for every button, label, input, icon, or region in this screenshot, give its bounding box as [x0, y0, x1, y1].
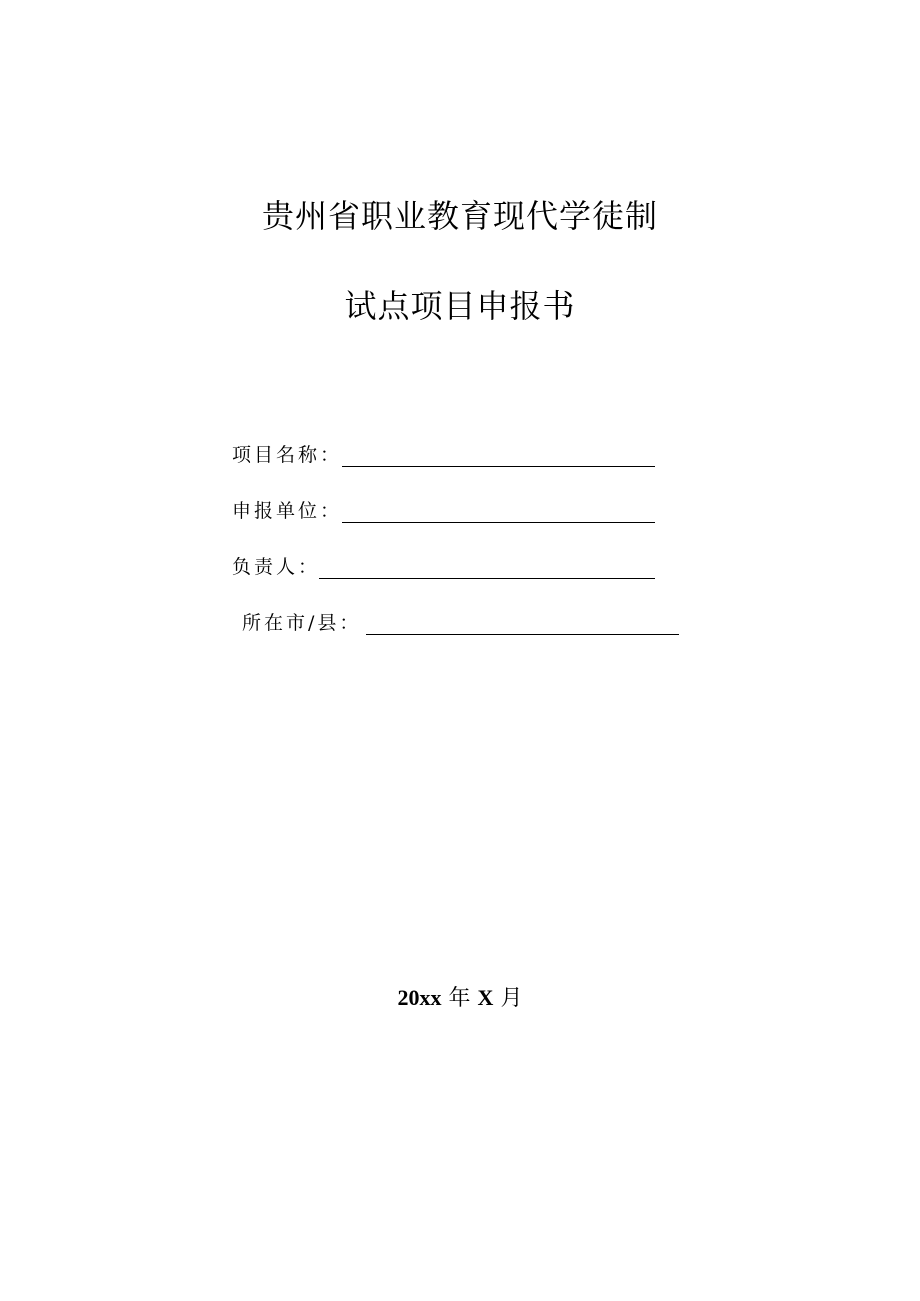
project-name-field — [232, 440, 342, 470]
document-title-line-1: 贵州省职业教育现代学徒制 — [261, 197, 658, 235]
date-year: 20xx — [397, 985, 442, 1010]
project-name-label: 项目名称： — [232, 444, 343, 466]
applicant-unit-label: 申报单位： — [232, 500, 343, 522]
applicant-unit-field — [232, 496, 342, 526]
city-county-label: 所在市/县： — [242, 612, 362, 634]
date-month-char: 月 — [500, 986, 523, 1011]
applicant-unit-blank-line — [342, 522, 655, 523]
city-county-field — [242, 608, 361, 638]
city-county-blank-line — [366, 634, 679, 635]
document-title-line-2: 试点项目申报书 — [344, 287, 576, 325]
document-date — [0, 983, 920, 1014]
project-name-blank-line — [342, 466, 655, 467]
responsible-person-label: 负责人： — [232, 556, 321, 578]
date-month: X — [477, 985, 494, 1010]
responsible-person-field — [232, 552, 320, 582]
date-year-char: 年 — [448, 986, 471, 1011]
responsible-person-blank-line — [319, 578, 655, 579]
